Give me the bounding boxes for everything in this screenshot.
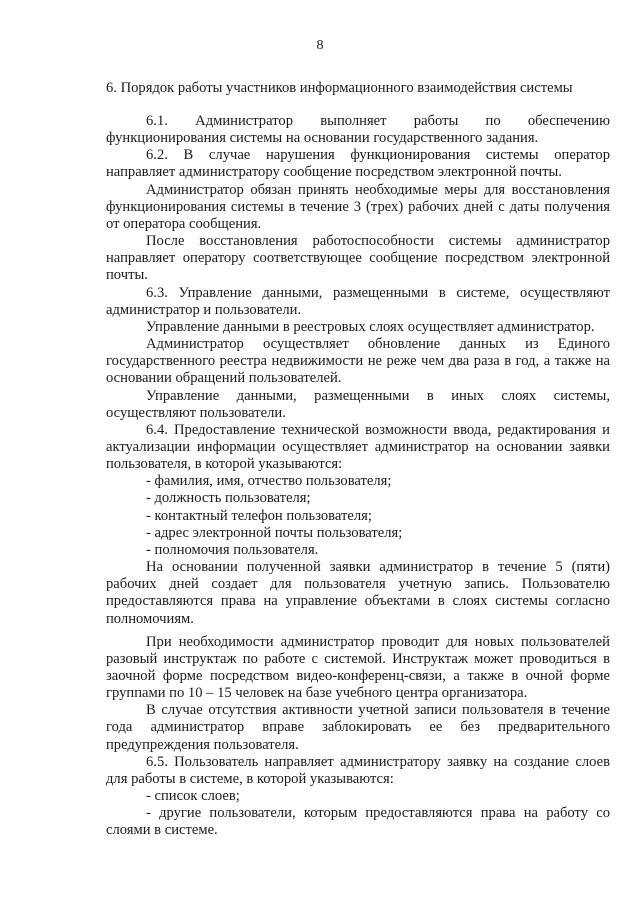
list-item: - контактный телефон пользователя; (146, 507, 372, 524)
paragraph-6-4: 6.4. Предоставление технической возможности ввода, редактирования и актуализации информации осуществляет администратор на основании заявки пользователя, в которой указываются: (106, 421, 610, 473)
document-body (106, 113, 610, 840)
paragraph: На основании полученной заявки администратор в течение 5 (пяти) рабочих дней создает для пользователя учетную запись. Пользователю предоставляются права на управление объектами в слоях системы согласно полномочиям. (106, 559, 610, 627)
list-item: - список слоев; (146, 788, 240, 805)
paragraph: При необходимости администратор проводит для новых пользователей разовый инструктаж по работе с системой. Инструктаж может проводиться в заочной форме посредством видео-конференц-связи, а также в очной форме группами по 10 – 15 человек на базе учебного центра организатора. (106, 633, 610, 702)
list-item: - адрес электронной почты пользователя; (146, 524, 403, 541)
paragraph-6-3: 6.3. Управление данными, размещенными в системе, осуществляют администратор и пользователи. (106, 284, 610, 318)
paragraph: Управление данными, размещенными в иных слоях системы, осуществляют пользователи. (106, 387, 610, 421)
paragraph-6-5: 6.5. Пользователь направляет администратору заявку на создание слоев для работы в системе, в которой указываются: (106, 753, 610, 787)
list-item: - другие пользователи, которым предоставляются права на работу со слоями в системе. (106, 805, 610, 839)
section-heading: 6. Порядок работы участников информационного взаимодействия системы (106, 80, 573, 96)
page-number: 8 (316, 38, 324, 53)
list-item: - полномочия пользователя. (146, 541, 319, 558)
paragraph-6-2: 6.2. В случае нарушения функционирования системы оператор направляет администратору сообщение посредством электронной почты. (106, 147, 610, 181)
paragraph: После восстановления работоспособности системы администратор направляет оператору соответствующее сообщение посредством электронной почты. (106, 233, 610, 284)
paragraph: Управление данными в реестровых слоях осуществляет администратор. (146, 318, 595, 335)
paragraph: Администратор осуществляет обновление данных из Единого государственного реестра недвижимости не реже чем два раза в год, а также на основании обращений пользователей. (106, 336, 610, 387)
list-item: - фамилия, имя, отчество пользователя; (146, 473, 392, 490)
paragraph-6-1: 6.1. Администратор выполняет работы по обеспечению функционирования системы на основании государственного задания. (106, 113, 610, 147)
list-item: - должность пользователя; (146, 490, 311, 507)
paragraph: Администратор обязан принять необходимые меры для восстановления функционирования системы в течение 3 (трех) рабочих дней с даты получения от оператора сообщения. (106, 181, 610, 232)
paragraph: В случае отсутствия активности учетной записи пользователя в течение года администратор вправе заблокировать ее без предварительного предупреждения пользователя. (106, 702, 610, 753)
